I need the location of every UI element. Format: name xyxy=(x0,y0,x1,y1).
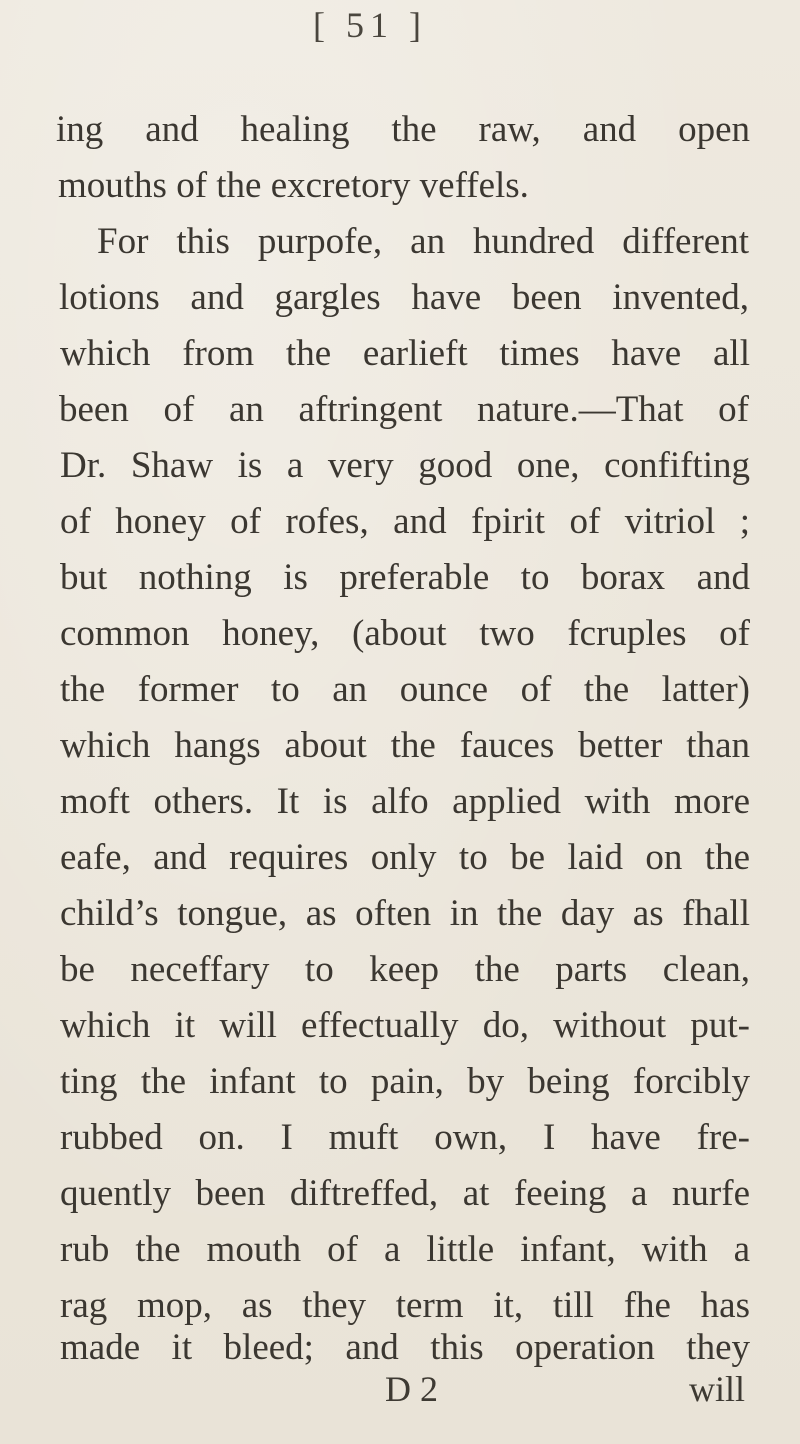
text-line: common honey, (about two fcruples of xyxy=(60,613,750,654)
text-line: lotions and gargles have been invented, xyxy=(59,277,749,318)
text-line: of honey of rofes, and fpirit of vitriol ; xyxy=(60,501,750,542)
text-line: which from the earlieft times have all xyxy=(60,333,750,374)
text-line: eafe, and requires only to be laid on the xyxy=(60,837,750,878)
page-number: [ 51 ] xyxy=(313,5,427,45)
catchword: will xyxy=(689,1369,746,1409)
text-line: quently been diftreffed, at feeing a nurfe xyxy=(60,1173,750,1214)
text-line: which hangs about the fauces better than xyxy=(60,725,750,766)
text-line: been of an aftringent nature.—That of xyxy=(59,389,749,430)
text-line: child’s tongue, as often in the day as fhall xyxy=(60,893,750,934)
text-line: mouths of the excretory veffels. xyxy=(58,165,529,206)
text-line: the former to an ounce of the latter) xyxy=(60,669,750,710)
text-line: be neceffary to keep the parts clean, xyxy=(60,949,750,990)
text-line: which it will effectually do, without put- xyxy=(60,1005,750,1046)
text-line: ting the infant to pain, by being forcibly xyxy=(60,1061,750,1102)
page-footer xyxy=(0,1368,800,1418)
text-line: moft others. It is alfo applied with more xyxy=(60,781,750,822)
text-line: rag mop, as they term it, till fhe has xyxy=(60,1285,750,1326)
text-line: rub the mouth of a little infant, with a xyxy=(60,1229,750,1270)
text-line: made it bleed; and this operation they xyxy=(60,1327,750,1368)
text-line: ing and healing the raw, and open xyxy=(56,109,750,150)
text-line: rubbed on. I muft own, I have fre- xyxy=(60,1117,750,1158)
text-line: For this purpofe, an hundred different xyxy=(97,221,749,262)
text-line: but nothing is preferable to borax and xyxy=(60,557,750,598)
text-line: Dr. Shaw is a very good one, confifting xyxy=(60,445,750,486)
signature-mark: D 2 xyxy=(385,1369,438,1409)
